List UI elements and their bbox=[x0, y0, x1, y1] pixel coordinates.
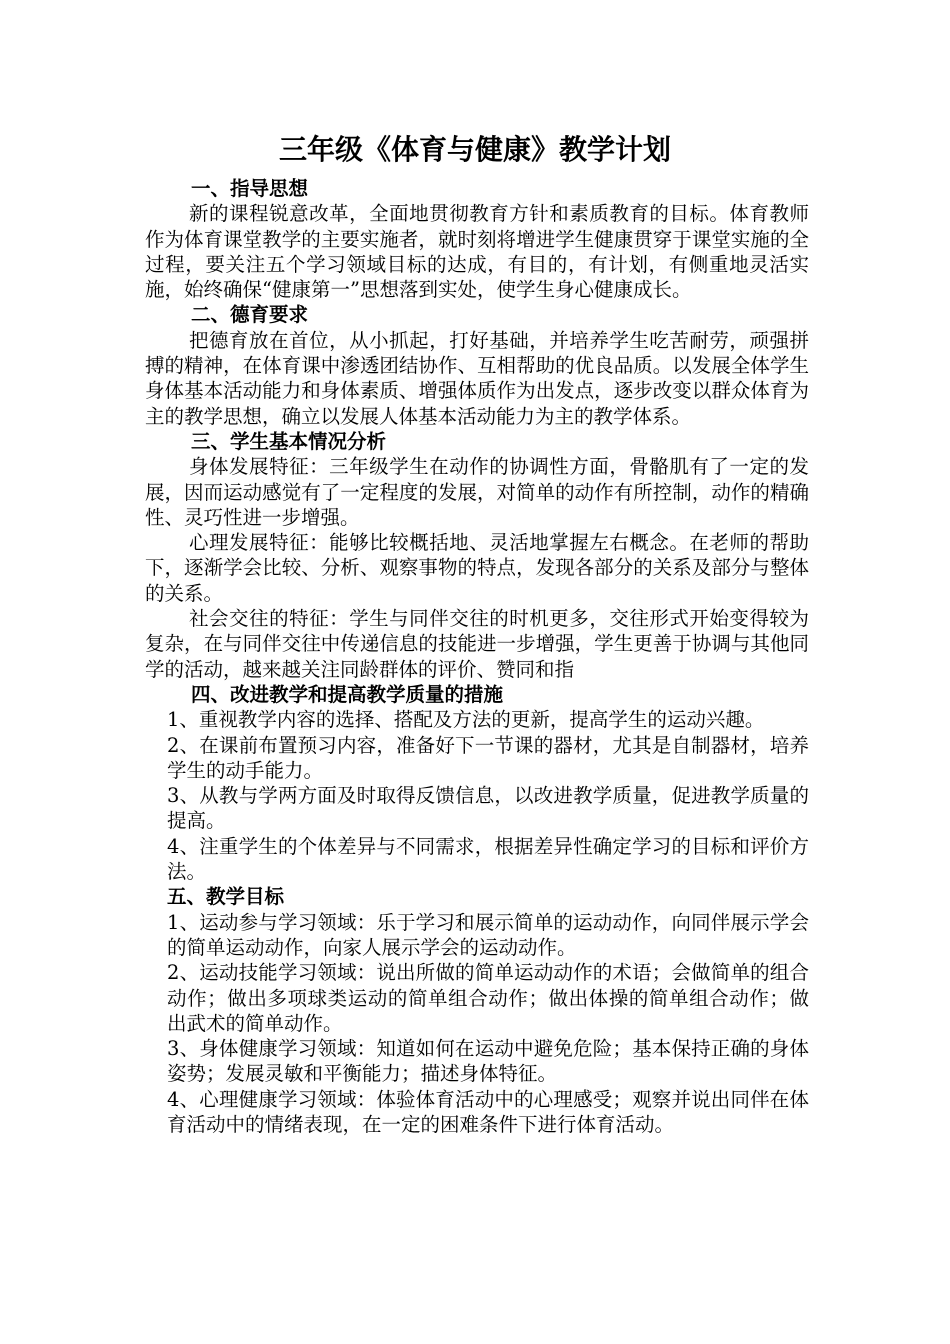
list-item-goal-3: 3、身体健康学习领域：知道如何在运动中避免危险；基本保持正确的身体姿势；发展灵敏和平衡能力；描述身体特征。 bbox=[167, 1037, 809, 1086]
document-body bbox=[145, 176, 809, 1137]
list-item-goal-4: 4、心理健康学习领域：体验体育活动中的心理感受；观察并说出同伴在体育活动中的情绪表现，在一定的困难条件下进行体育活动。 bbox=[167, 1087, 809, 1136]
paragraph-moral-requirements: 把德育放在首位，从小抓起，打好基础，并培养学生吃苦耐劳，顽强拼搏的精神，在体育课中渗透团结协作、互相帮助的优良品质。以发展全体学生身体基本活动能力和身体素质、增强体质作为出发点，逐步改变以群众体育为主的教学思想，确立以发展人体基本活动能力为主的教学体系。 bbox=[145, 328, 809, 428]
section-heading-teaching-goals: 五、教学目标 bbox=[167, 885, 285, 909]
section-heading-student-analysis: 三、学生基本情况分析 bbox=[191, 429, 387, 453]
paragraph-physical-development: 身体发展特征：三年级学生在动作的协调性方面，骨骼肌有了一定的发展，因而运动感觉有了一定程度的发展，对简单的动作有所控制，动作的精确性、灵巧性进一步增强。 bbox=[145, 455, 809, 529]
paragraph-psychological-development: 心理发展特征：能够比较概括地、灵活地掌握左右概念。在老师的帮助下，逐渐学会比较、分析、观察事物的特点，发现各部分的关系及部分与整体的关系。 bbox=[145, 531, 809, 605]
list-item-goal-2: 2、运动技能学习领域：说出所做的简单运动动作的术语；会做简单的组合动作；做出多项球类运动的简单组合动作；做出体操的简单组合动作；做出武术的简单动作。 bbox=[167, 961, 809, 1035]
list-item-measure-4: 4、注重学生的个体差异与不同需求，根据差异性确定学习的目标和评价方法。 bbox=[167, 834, 809, 884]
document-title: 三年级《体育与健康》教学计划 bbox=[278, 133, 671, 166]
section-heading-guiding-ideology: 一、指导思想 bbox=[191, 177, 309, 200]
section-heading-teaching-measures: 四、改进教学和提高教学质量的措施 bbox=[191, 682, 504, 706]
list-item-measure-1: 1、重视教学内容的选择、搭配及方法的更新，提高学生的运动兴趣。 bbox=[167, 708, 765, 732]
paragraph-guiding-ideology: 新的课程锐意改革，全面地贯彻教育方针和素质教育的目标。体育教师作为体育课堂教学的主要实施者，就时刻将增进学生健康贯穿于课堂实施的全过程，要关注五个学习领域目标的达成，有目的，有计划，有侧重地灵活实施，始终确保“健康第一”思想落到实处，使学生身心健康成长。 bbox=[145, 202, 809, 302]
list-item-measure-2: 2、在课前布置预习内容，准备好下一节课的器材，尤其是自制器材，培养学生的动手能力。 bbox=[167, 733, 809, 782]
list-item-measure-3: 3、从教与学两方面及时取得反馈信息，以改进教学质量，促进教学质量的提高。 bbox=[167, 784, 809, 833]
list-item-goal-1: 1、运动参与学习领域：乐于学习和展示简单的运动动作，向同伴展示学会的简单运动动作，向家人展示学会的运动动作。 bbox=[167, 910, 809, 959]
paragraph-social-interaction: 社会交往的特征：学生与同伴交往的时机更多，交往形式开始变得较为复杂，在与同伴交往中传递信息的技能进一步增强，学生更善于协调与其他同学的活动，越来越关注同龄群体的评价、赞同和指 bbox=[145, 607, 809, 681]
section-heading-moral-requirements: 二、德育要求 bbox=[191, 303, 309, 327]
